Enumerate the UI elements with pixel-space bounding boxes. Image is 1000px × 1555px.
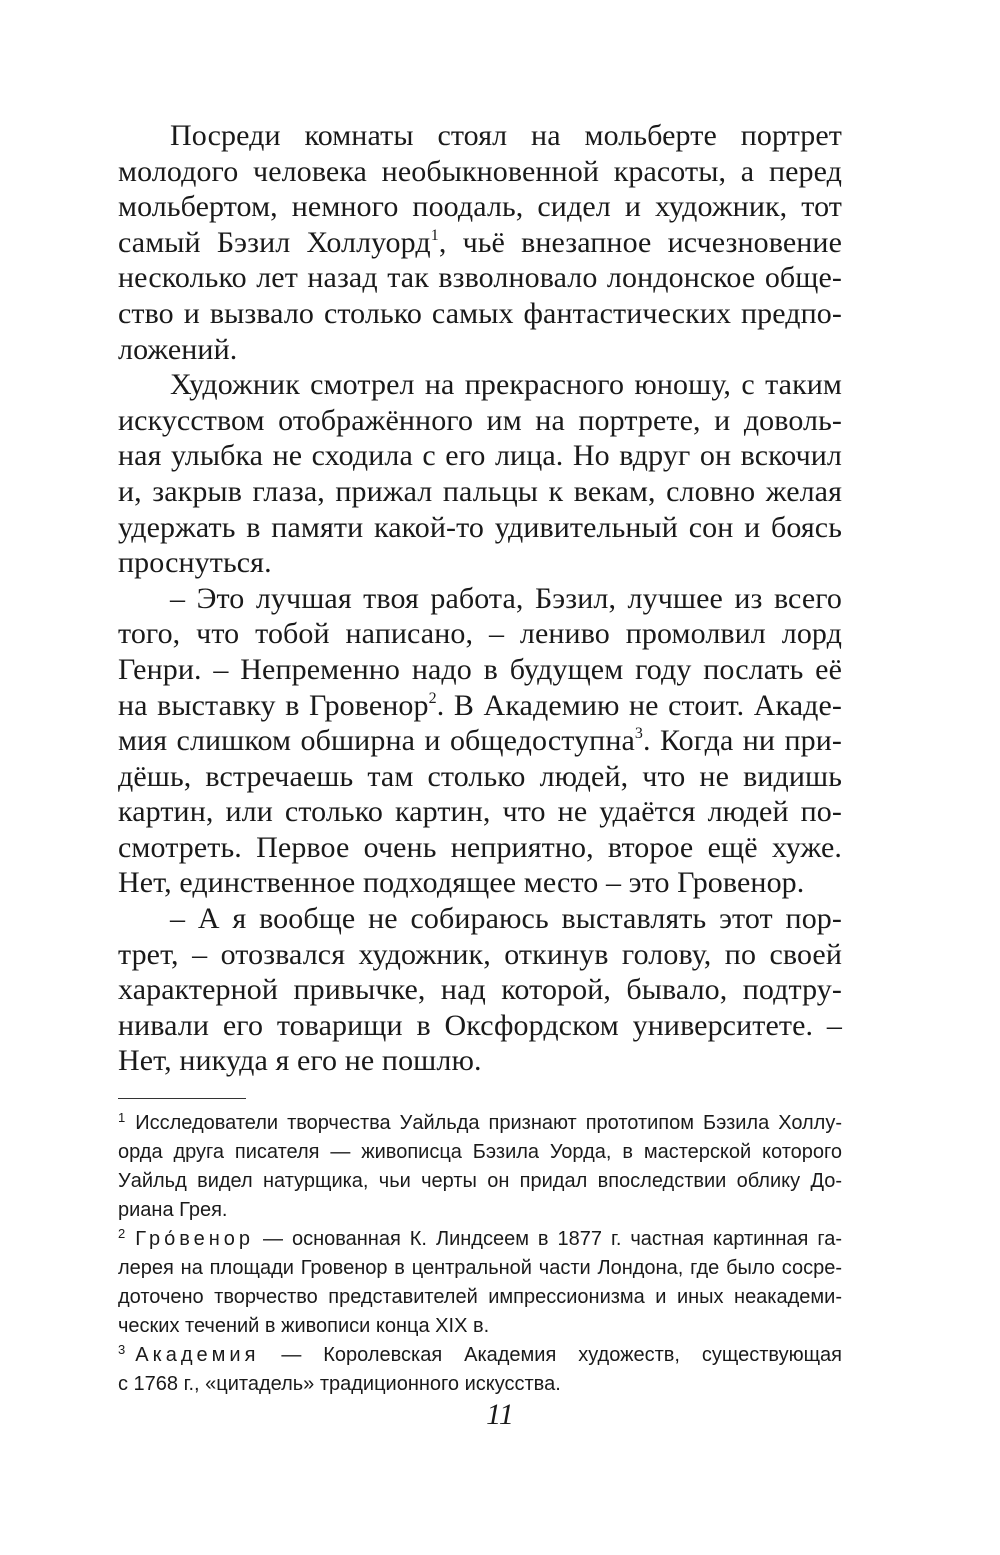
footnote-term: Гро́венор [135,1228,255,1250]
footnote-3-line: с 1768 г., «цитадель» традиционного искусства. [118,1373,561,1395]
footnote-text: — Королевская Академия художеств, существующая [259,1344,842,1366]
text-line [118,225,842,261]
text-line: – А я вообще не собираюсь выставлять этот пор- [170,902,842,936]
text-line: смотреть. Первое очень неприятно, второе ещё хуже. [118,830,842,864]
footnote-2-line: ческих течений в живописи конца XIX в. [118,1315,490,1337]
footnotes [118,1109,842,1399]
footnote-1-line [118,1109,842,1138]
text-line: ная улыбка не сходила с его лица. Но вдруг он вскочил [118,439,842,473]
footnote-ref-3: 3 [634,725,643,743]
footnote-mark: 1 [118,1110,126,1125]
main-text [118,118,842,1079]
text-line: ложений. [118,332,238,366]
text-line: характерной привычке, над которой, бывало, подтру- [118,973,842,1007]
text-line: искусством отображённого им на портрете, и доволь- [118,403,842,437]
footnote-2-line: лерея на площади Гровенор в центральной части Лондона, где было сосре- [118,1257,842,1279]
page-number: 11 [486,1398,514,1431]
footnote-term: Академия [135,1344,260,1366]
text-line: нивали его товарищи в Оксфордском университете. – [118,1008,842,1042]
text-line [118,688,842,724]
text-fragment: . Когда ни при- [643,724,842,758]
footnote-ref-2: 2 [428,689,437,707]
footnote-mark: 3 [118,1342,126,1357]
footnote-3-line [118,1341,842,1370]
text-fragment: самый Бэзил Холлуорд [118,225,431,259]
footnote-mark: 2 [118,1226,126,1241]
footnote-text: — основанная К. Линдсеем в 1877 г. частная картинная га- [254,1228,842,1250]
text-line: дёшь, встречаешь там столько людей, что не видишь [118,759,842,793]
text-line: трет, – отозвался художник, откинув голову, по своей [118,937,842,971]
text-line: – Это лучшая твоя работа, Бэзил, лучшее из всего [170,581,842,615]
text-line: Нет, никуда я его не пошлю. [118,1044,482,1078]
text-line: ство и вызвало столько самых фантастических предпо- [118,296,842,330]
text-line: и, закрыв глаза, прижал пальцы к векам, словно желая [118,474,842,508]
text-line: Посреди комнаты стоял на мольберте портрет [170,119,842,152]
footnote-2-line [118,1225,842,1254]
text-fragment: мия слишком обширна и общедоступна [118,724,635,758]
text-fragment: на выставку в Гровенор [118,688,429,722]
footnote-2-line: доточено творчество представителей импрессионизма и иных неакадеми- [118,1286,842,1308]
text-line: Нет, единственное подходящее место – это Гровенор. [118,866,805,900]
text-line: проснуться. [118,546,272,580]
footnote-text: Исследователи творчества Уайльда признают прототипом Бэзила Холлу- [135,1112,842,1134]
footnote-1-line: риана Грея. [118,1199,228,1221]
text-fragment: . В Академию не стоит. Акаде- [436,688,842,722]
text-line: молодого человека необыкновенной красоты, а перед [118,154,842,188]
footnote-divider [118,1098,246,1099]
text-line: того, что тобой написано, – лениво промолвил лорд [118,617,842,651]
text-line: Генри. – Непременно надо в будущем году послать её [118,652,842,686]
text-line [118,723,842,759]
footnote-1-line: орда друга писателя — живописца Бэзила Уорда, в мастерской которого [118,1141,842,1163]
footnote-ref-1: 1 [430,226,439,244]
text-line: несколько лет назад так взволновало лондонское обще- [118,261,842,295]
text-fragment: , чьё внезапное исчезновение [438,225,842,259]
footnote-1-line: Уайльд видел натурщика, чьи черты он придал впоследствии облику До- [118,1170,842,1192]
text-line: удержать в памяти какой-то удивительный сон и боясь [118,510,842,544]
text-line: мольбертом, немного поодаль, сидел и художник, тот [118,190,842,224]
text-line: Художник смотрел на прекрасного юношу, с таким [170,368,842,402]
text-line: картин, или столько картин, что не удаётся людей по- [118,795,842,829]
